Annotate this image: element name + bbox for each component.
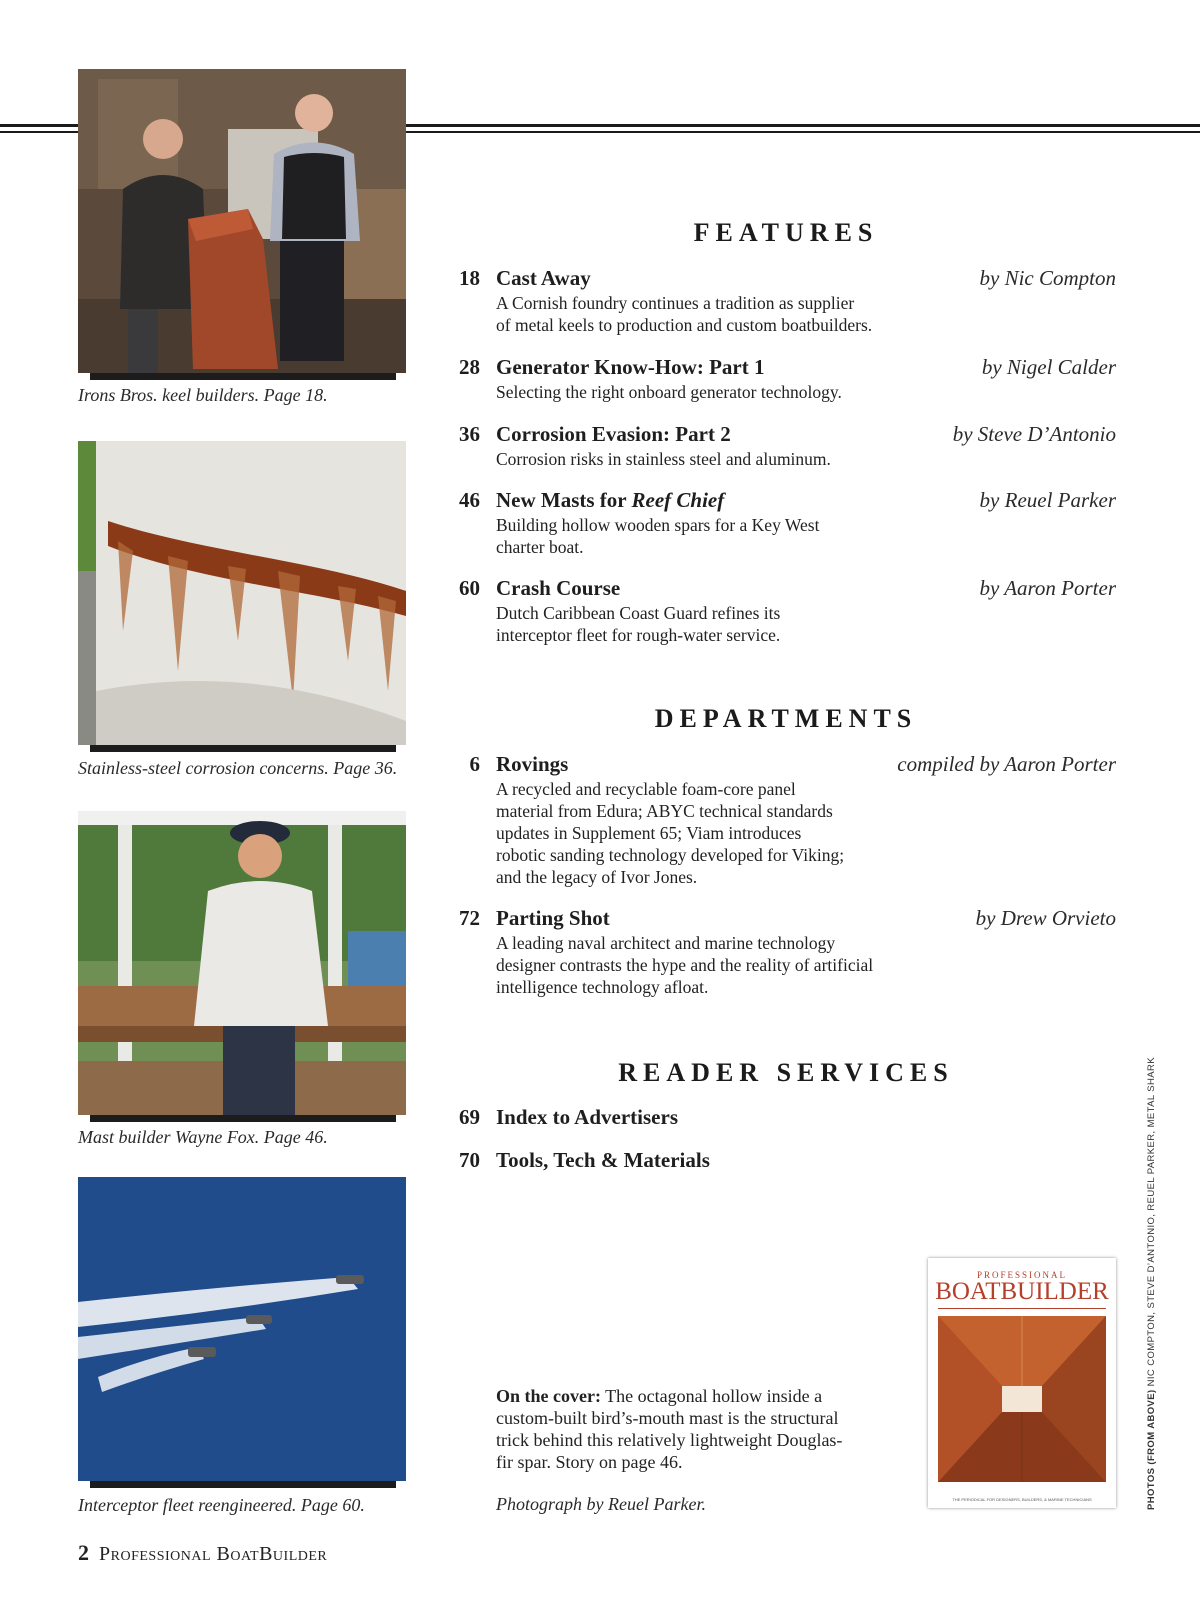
toc-entry-tools-tech-materials[interactable]	[456, 1148, 1116, 1176]
toc-title-italic: Reef Chief	[631, 488, 725, 512]
photo-interceptor-fleet	[78, 1177, 406, 1481]
toc-title: New Masts for Reef Chief	[496, 488, 725, 512]
toc-author: by Steve D’Antonio	[952, 422, 1116, 446]
cover-masthead: BOATBUILDER	[935, 1278, 1109, 1305]
toc-page-number: 69	[459, 1105, 480, 1129]
toc-page-number: 28	[459, 355, 480, 379]
caption-keel-builders: Irons Bros. keel builders. Page 18.	[78, 385, 328, 405]
toc-title: Corrosion Evasion: Part 2	[496, 422, 731, 446]
toc-description: Selecting the right onboard generator technology.	[496, 382, 842, 402]
cover-masthead-top: PROFESSIONAL	[976, 1270, 1067, 1280]
toc-entry-corrosion-evasion[interactable]	[456, 422, 1116, 472]
toc-author: by Reuel Parker	[979, 488, 1116, 512]
toc-page-number: 72	[459, 906, 480, 930]
page-footer	[78, 1540, 327, 1566]
toc-title: Tools, Tech & Materials	[496, 1148, 710, 1172]
features-heading: FEATURES	[693, 218, 879, 247]
page-number: 2	[78, 1540, 89, 1565]
toc-page-number: 6	[469, 752, 480, 776]
toc-page-number: 36	[459, 422, 480, 446]
toc-page-number: 46	[459, 488, 480, 512]
toc-entry-generator-know-how[interactable]	[456, 355, 1116, 405]
photo-credits-vertical: PHOTOS (FROM ABOVE) NIC COMPTON, STEVE D’ANTONIO, REUEL PARKER, METAL SHARK	[1146, 1057, 1157, 1510]
toc-page-number: 70	[459, 1148, 480, 1172]
toc-entry-index-to-advertisers[interactable]	[456, 1105, 1116, 1133]
photo-mast-builder	[78, 811, 406, 1115]
toc-page-number: 18	[459, 266, 480, 290]
toc-entry-cast-away[interactable]	[456, 266, 1116, 336]
toc-author: by Aaron Porter	[979, 576, 1116, 600]
cover-label: On the cover:	[496, 1386, 601, 1406]
toc-title: Cast Away	[496, 266, 591, 290]
photo-stainless-corrosion	[78, 441, 406, 745]
cover-thumbnail[interactable]	[928, 1258, 1116, 1508]
departments-heading: DEPARTMENTS	[654, 704, 918, 733]
toc-entry-parting-shot[interactable]	[456, 906, 1116, 1002]
cover-description: On the cover: The octagonal hollow inside a custom-built bird’s-mouth mast is the structural trick behind this relatively lightweight Douglas- fir spar. Story on page 46.	[496, 1386, 843, 1472]
photo-stainless-corrosion-bar	[90, 745, 396, 752]
toc-author: by Nigel Calder	[981, 355, 1116, 379]
toc-author: by Drew Orvieto	[975, 906, 1116, 930]
photo-keel-builders	[78, 69, 406, 373]
toc-author: compiled by Aaron Porter	[897, 752, 1116, 776]
photo-keel-builders-bar	[90, 373, 396, 380]
caption-interceptor-fleet: Interceptor fleet reengineered. Page 60.	[78, 1495, 365, 1515]
caption-mast-builder: Mast builder Wayne Fox. Page 46.	[78, 1127, 328, 1147]
toc-description: A Cornish foundry continues a tradition as supplier of metal keels to production and custom boatbuilders.	[496, 293, 873, 335]
toc-page-number: 60	[459, 576, 480, 600]
toc-entry-rovings[interactable]	[456, 752, 1116, 892]
photo-interceptor-fleet-bar	[90, 1481, 396, 1488]
cover-tagline: THE PERIODICAL FOR DESIGNERS, BUILDERS, & MARINE TECHNICIANS	[952, 1497, 1092, 1502]
cover-photo-credit: Photograph by Reuel Parker.	[496, 1494, 706, 1514]
publication-name: Professional BoatBuilder	[99, 1543, 328, 1565]
toc-description: A leading naval architect and marine technology designer contrasts the hype and the reality of artificial intelligence technology afloat.	[496, 933, 874, 997]
toc-author: by Nic Compton	[979, 266, 1116, 290]
toc-title: Index to Advertisers	[496, 1105, 678, 1129]
toc-title: Rovings	[496, 752, 569, 776]
toc-entry-new-masts[interactable]	[456, 488, 1116, 558]
toc-description: Building hollow wooden spars for a Key West charter boat.	[496, 515, 820, 557]
toc-title: Parting Shot	[496, 906, 610, 930]
toc-description: Dutch Caribbean Coast Guard refines its interceptor fleet for rough-water service.	[496, 603, 781, 645]
toc-title: Generator Know-How: Part 1	[496, 355, 765, 379]
toc-entry-crash-course[interactable]	[456, 576, 1116, 646]
cover-image	[938, 1316, 1106, 1482]
toc-description: Corrosion risks in stainless steel and aluminum.	[496, 449, 831, 469]
toc-description: A recycled and recyclable foam-core panel material from Edura; ABYC technical standards updates in Supplement 65; Viam introduces robotic sanding technology developed for Viking; and the legacy of Ivor Jones.	[496, 779, 845, 887]
toc-title: Crash Course	[496, 576, 621, 600]
photo-mast-builder-bar	[90, 1115, 396, 1122]
caption-stainless-corrosion: Stainless-steel corrosion concerns. Page 36.	[78, 758, 398, 778]
reader-services-heading: READER SERVICES	[618, 1058, 954, 1087]
